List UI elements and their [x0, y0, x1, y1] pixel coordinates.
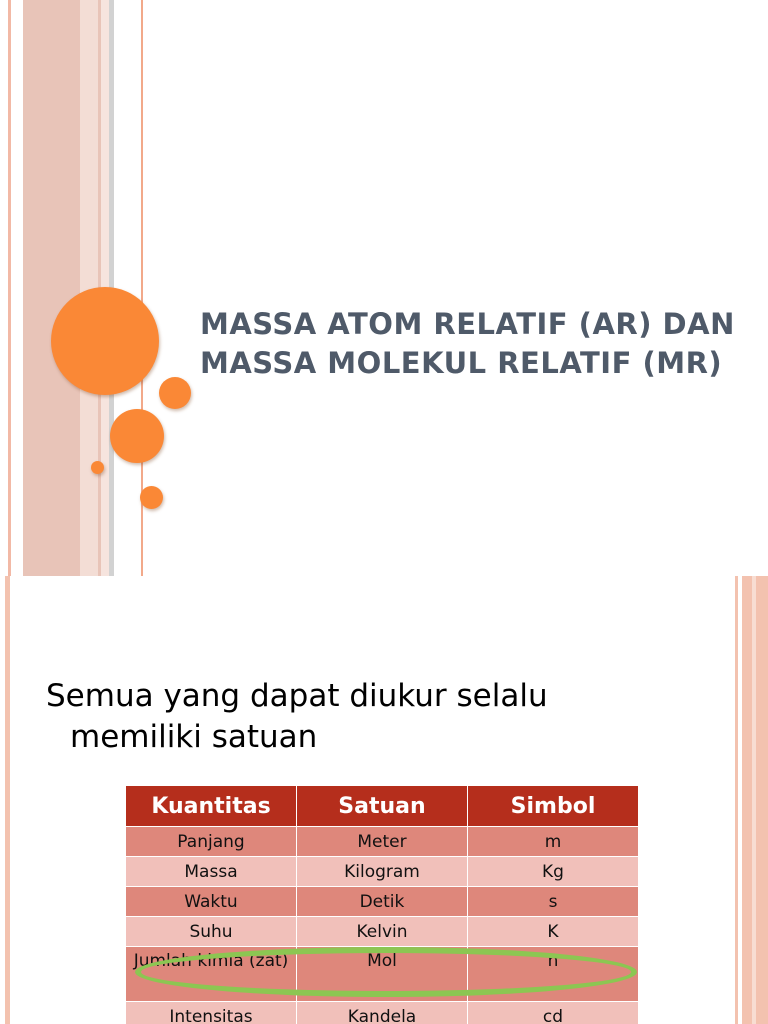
body-text — [46, 676, 686, 758]
decor-stripe — [735, 576, 738, 1024]
column-header: Simbol — [468, 786, 639, 827]
table-row — [126, 947, 639, 1002]
table-cell: Kg — [468, 857, 639, 887]
table-cell: Intensitas — [126, 1002, 297, 1024]
decor-stripe — [23, 0, 80, 576]
decor-stripe — [8, 0, 11, 576]
table-cell: Massa — [126, 857, 297, 887]
table-cell: cd — [468, 1002, 639, 1024]
table-cell: Panjang — [126, 827, 297, 857]
table-cell: Kandela — [297, 1002, 468, 1024]
table-row — [126, 887, 639, 917]
decor-circle-medium — [110, 409, 164, 463]
decor-circle-large — [51, 287, 159, 395]
column-header: Satuan — [297, 786, 468, 827]
table-cell: K — [468, 917, 639, 947]
table-cell: s — [468, 887, 639, 917]
table-cell: Kilogram — [297, 857, 468, 887]
decor-circle-small — [159, 377, 191, 409]
table-cell: Detik — [297, 887, 468, 917]
content-slide — [0, 576, 768, 1024]
units-table-container — [125, 785, 639, 1024]
table-row — [126, 857, 639, 887]
table-row — [126, 1002, 639, 1024]
units-table — [125, 785, 639, 1024]
table-cell: Meter — [297, 827, 468, 857]
table-header-row — [126, 786, 639, 827]
table-row — [126, 827, 639, 857]
table-cell: Waktu — [126, 887, 297, 917]
table-cell: m — [468, 827, 639, 857]
table-cell: Suhu — [126, 917, 297, 947]
decor-stripe — [752, 576, 756, 1024]
table-cell: n — [468, 947, 639, 1002]
decor-stripe — [5, 576, 10, 1024]
table-cell: Kelvin — [297, 917, 468, 947]
body-line: memiliki satuan — [70, 719, 318, 755]
decor-circle-tiny — [91, 461, 104, 474]
table-cell: Jumlah kimia (zat) — [126, 947, 297, 1002]
slide-title: MASSA ATOM RELATIF (AR) DAN MASSA MOLEKUL RELATIF (MR) — [200, 307, 735, 380]
table-cell: Mol — [297, 947, 468, 1002]
decor-circle-small — [140, 486, 163, 509]
table-row — [126, 917, 639, 947]
column-header: Kuantitas — [126, 786, 297, 827]
body-line: Semua yang dapat diukur selalu — [46, 678, 548, 714]
